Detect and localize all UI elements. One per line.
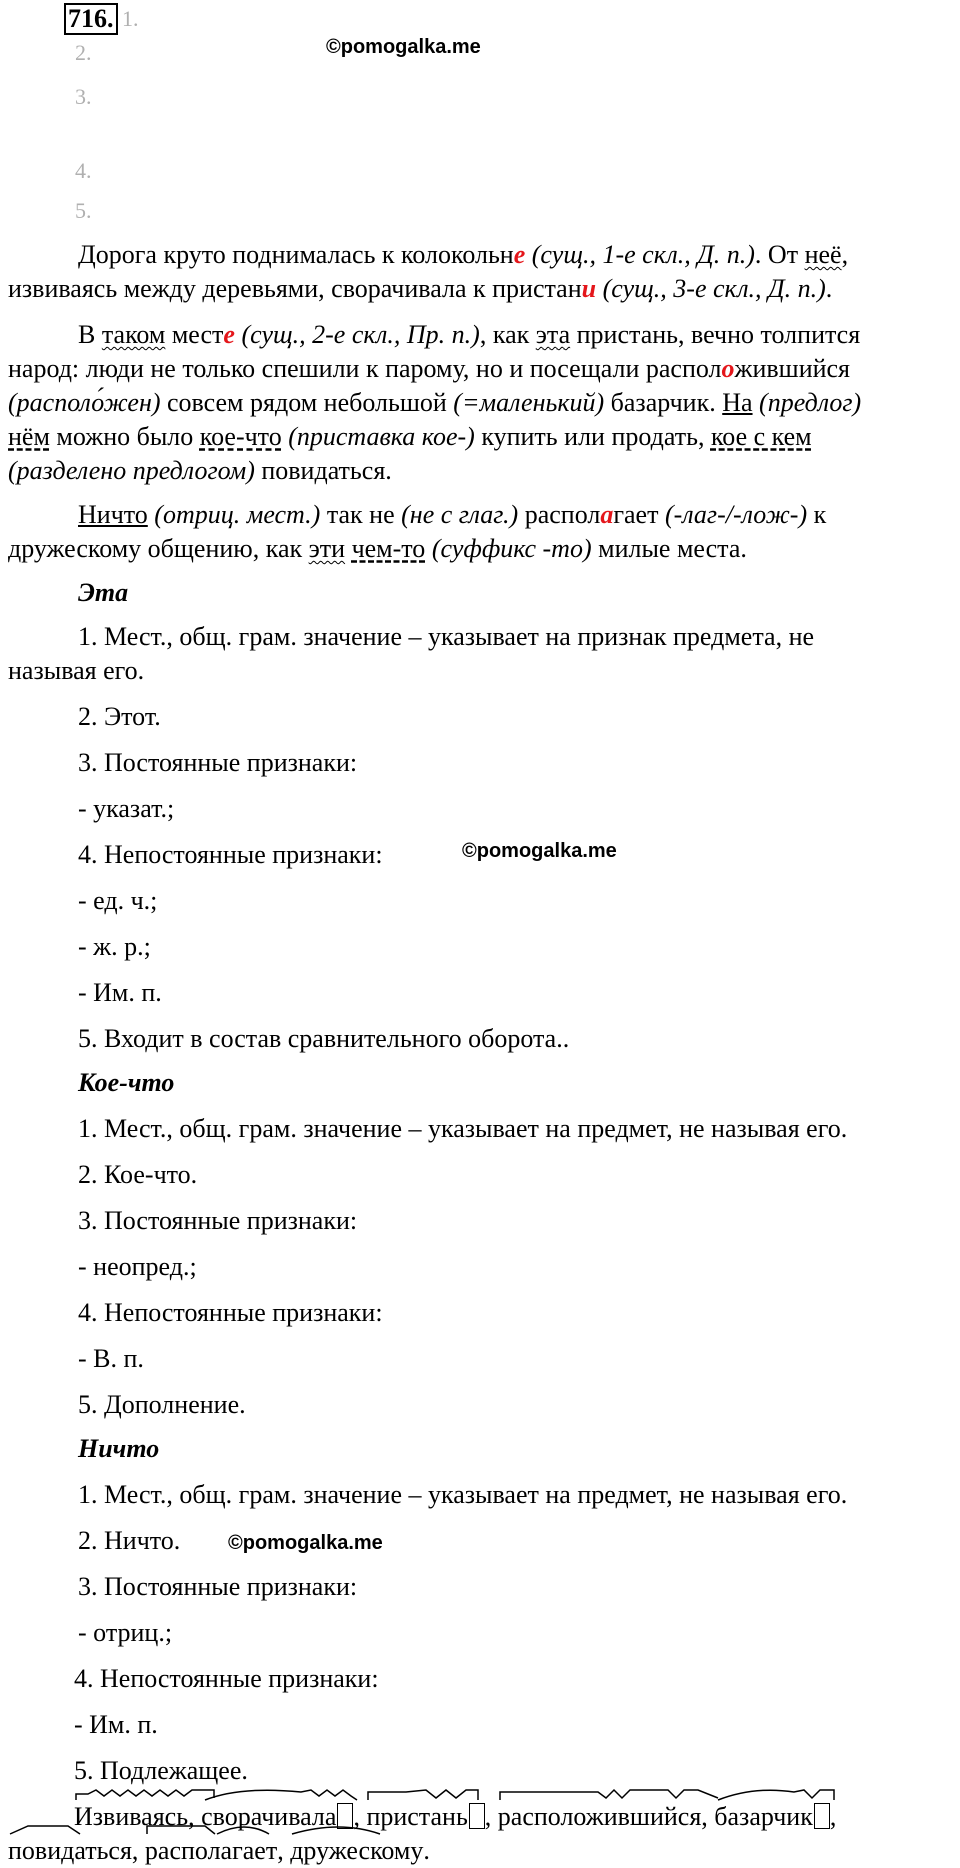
analysis-line: - указат.; [78, 794, 175, 823]
analysis-line: - ж. р.; [78, 932, 151, 961]
analysis-line: - В. п. [78, 1344, 144, 1373]
morph-word: повидаться [8, 1834, 132, 1868]
root-arc-icon [145, 1822, 295, 1836]
analysis-line: 4. Непостоянные признаки: [78, 1298, 383, 1327]
analysis-line: - Им. п. [74, 1710, 158, 1739]
morph-word: базарчик [714, 1800, 830, 1834]
morph-word: расположившийся [498, 1800, 701, 1834]
paragraph-2-line-1: В таком месте (сущ., 2-е скл., Пр. п.), как эта пристань, вечно толпится [78, 320, 861, 349]
paragraph-2-line-5: (разделено предлогом) повидаться. [8, 456, 392, 485]
watermark-3: ©pomogalka.me [228, 1532, 383, 1554]
line-number-5: 5. [75, 198, 92, 223]
morph-word: пристань [366, 1800, 484, 1834]
analysis-line: 3. Постоянные признаки: [78, 1206, 358, 1235]
analysis-line: 4. Непостоянные признаки: [74, 1664, 379, 1693]
analysis-line: - отриц.; [78, 1618, 173, 1647]
morph-word: Извиваясь [74, 1800, 188, 1834]
analysis-line: 4. Непостоянные признаки: [78, 840, 383, 869]
analysis-line: - Им. п. [78, 978, 162, 1007]
line-number-1: 1. [122, 6, 139, 31]
line-number-3: 3. [75, 84, 92, 109]
task-number: 716. [64, 3, 118, 35]
line-number-4: 4. [75, 158, 92, 183]
paragraph-1-line-1: Дорога круто поднималась к колокольне (сущ., 1-е скл., Д. п.). От неё, [78, 240, 849, 269]
morph-word: сворачивала [201, 1800, 353, 1834]
morph-word: дружескому [290, 1834, 423, 1868]
paragraph-2-line-4: нём можно было кое-что (приставка кое-) купить или продать, кое с кем [8, 422, 812, 451]
ending-box-icon [814, 1803, 830, 1829]
root-arc-icon [290, 1822, 430, 1836]
paragraph-2-line-3: (располо́жен) совсем рядом небольшой (=маленький) базарчик. На (предлог) [8, 388, 862, 417]
analysis-title-eta: Эта [78, 578, 129, 607]
root-arc-icon [74, 1788, 219, 1802]
root-arc-icon [366, 1788, 496, 1802]
analysis-line: 1. Мест., общ. грам. значение – указывает на предмет, не называя его. [78, 1480, 848, 1509]
paragraph-1-line-2: извиваясь между деревьями, сворачивала к пристани (сущ., 3-е скл., Д. п.). [8, 274, 833, 303]
watermark-1: ©pomogalka.me [326, 36, 481, 58]
analysis-line: 1. Мест., общ. грам. значение – указывает на предмет, не называя его. [78, 1114, 848, 1143]
root-arc-icon [8, 1822, 148, 1836]
analysis-line: 3. Постоянные признаки: [78, 748, 358, 777]
analysis-line: 3. Постоянные признаки: [78, 1572, 358, 1601]
watermark-2: ©pomogalka.me [462, 840, 617, 862]
analysis-line: называя его. [8, 656, 145, 685]
analysis-line: 2. Ничто. [78, 1526, 181, 1555]
analysis-line: - ед. ч.; [78, 886, 158, 915]
paragraph-3-line-2: дружескому общению, как эти чем-то (суффикс -то) милые места. [8, 534, 747, 563]
analysis-line: 2. Этот. [78, 702, 161, 731]
analysis-line: 5. Входит в состав сравнительного оборота.. [78, 1024, 570, 1053]
analysis-line: 5. Подлежащее. [74, 1756, 248, 1785]
root-arc-icon [714, 1788, 844, 1802]
root-arc-icon [498, 1788, 738, 1802]
ending-box-icon [469, 1803, 485, 1829]
analysis-line: 1. Мест., общ. грам. значение – указывает на признак предмета, не [78, 622, 815, 651]
analysis-line: 5. Дополнение. [78, 1390, 246, 1419]
line-number-2: 2. [75, 40, 92, 65]
paragraph-3-line-1: Ничто (отриц. мест.) так не (не с глаг.) располагает (-лаг-/-лож-) к [78, 500, 827, 529]
root-arc-icon [201, 1788, 361, 1802]
analysis-title-koe-chto: Кое-что [78, 1068, 175, 1097]
paragraph-2-line-2: народ: люди не только спешили к парому, но и посещали расположившийся [8, 354, 851, 383]
morph-word: располагает [145, 1834, 277, 1868]
analysis-title-nichto: Ничто [78, 1434, 160, 1463]
analysis-line: 2. Кое-что. [78, 1160, 198, 1189]
morph-line-2: повидаться, располагает, дружескому. [8, 1834, 430, 1868]
analysis-line: - неопред.; [78, 1252, 197, 1281]
morph-line-1: Извиваясь, сворачивала , пристань , расположившийся, базарчик , [74, 1800, 836, 1834]
